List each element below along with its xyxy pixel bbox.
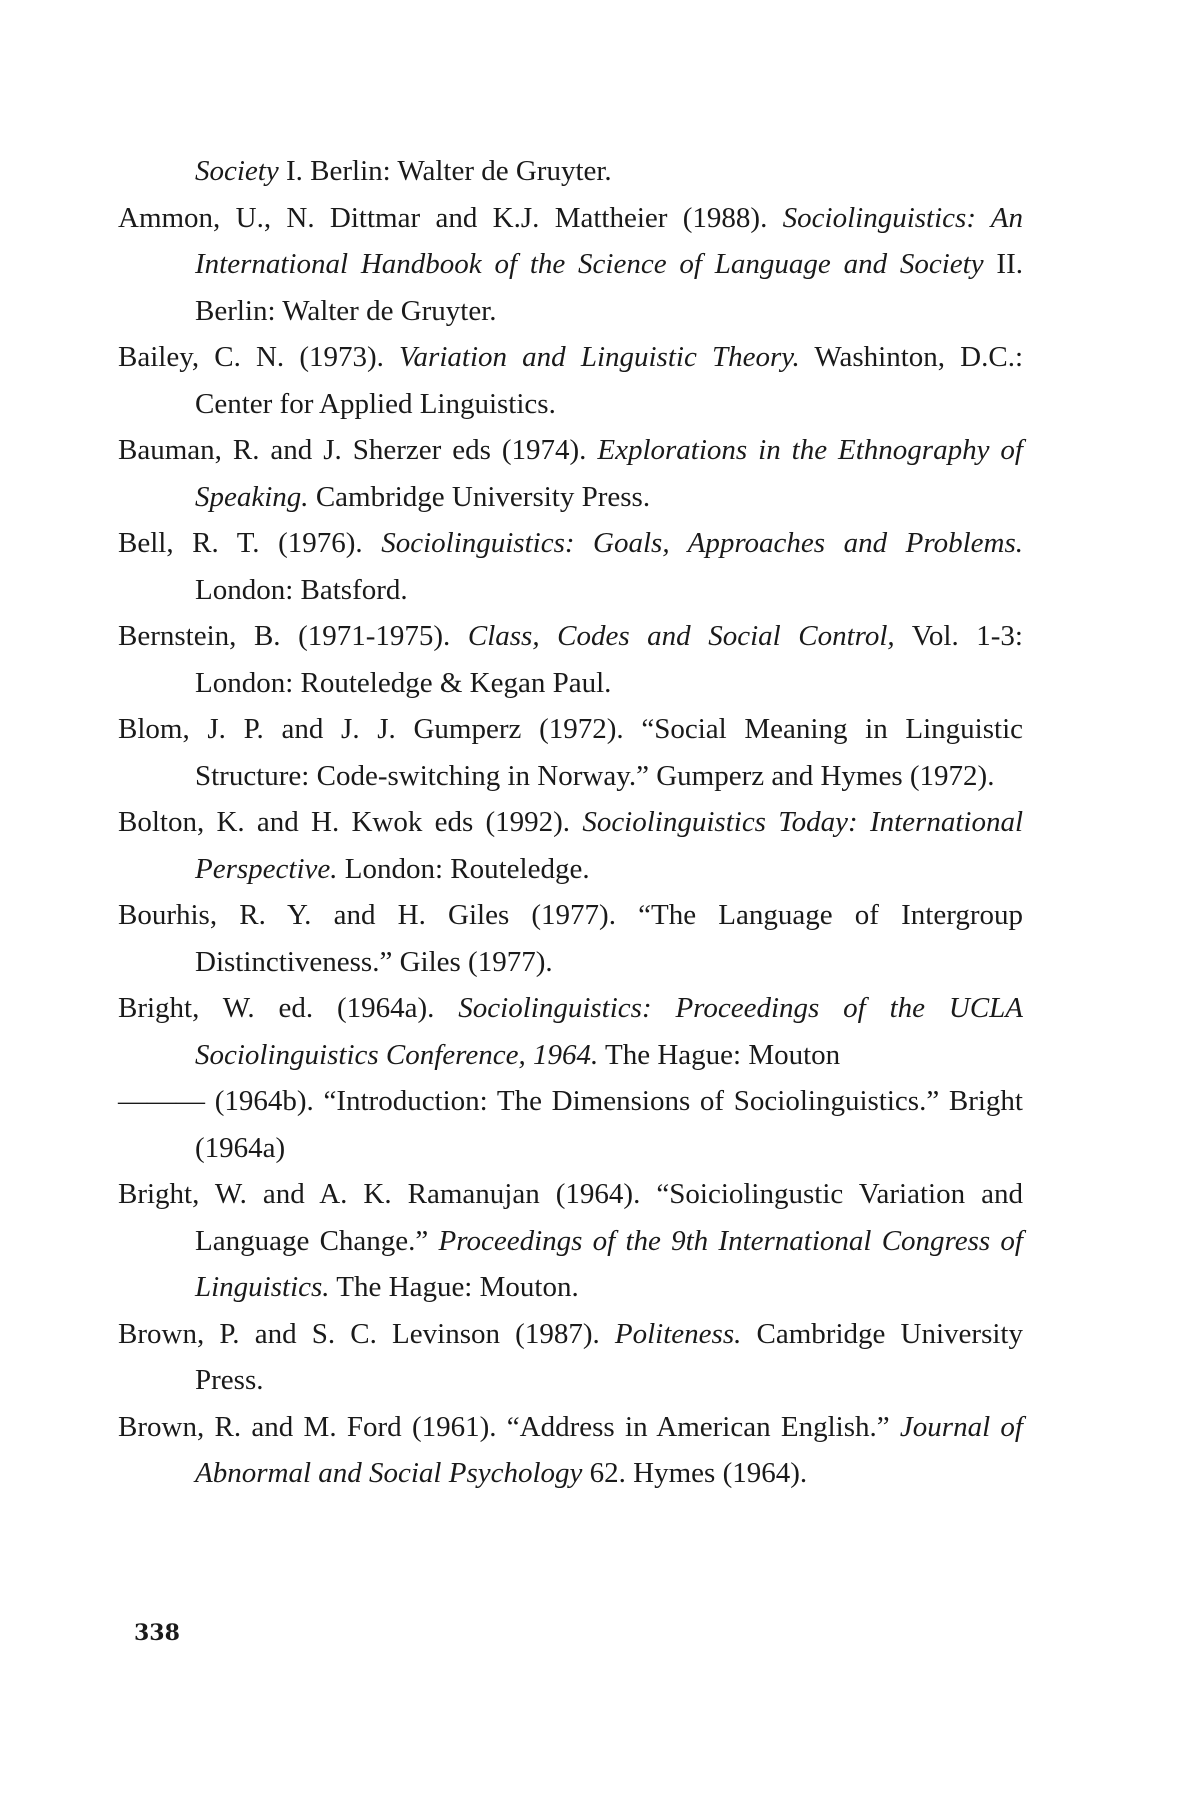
page-number: 338 <box>134 1620 180 1646</box>
reference-text: Bernstein, B. (1971-1975). <box>118 620 468 652</box>
reference-title: Society <box>195 155 279 187</box>
reference-title: Journal of Abnormal and Social Psychology <box>195 1410 1023 1489</box>
reference-entry <box>118 1171 1023 1311</box>
reference-text: II. Berlin: Walter de Gruyter. <box>195 248 1023 327</box>
reference-entry <box>118 520 1023 613</box>
reference-text: Cambridge University Press. <box>195 1317 1023 1396</box>
reference-text: Ammon, U., N. Dittmar and K.J. Mattheier (1988). <box>118 201 783 234</box>
reference-text: I. Berlin: Walter de Gruyter. <box>278 155 612 187</box>
reference-text: Bell, R. T. (1976). <box>118 527 382 559</box>
reference-title: Variation and Linguistic Theory. <box>399 341 800 373</box>
reference-text: Vol. 1-3: London: Routeledge & Kegan Paul. <box>195 620 1023 699</box>
reference-entry <box>118 892 1023 985</box>
reference-title: Politeness. <box>614 1317 742 1350</box>
reference-text: Bourhis, R. Y. and H. Giles (1977). “The Language of Intergroup Distinctiveness.” Giles (1977). <box>118 899 1023 978</box>
reference-text: Bright, W. and A. K. Ramanujan (1964). “Soiciolingustic Variation and Language Change.” <box>118 1178 1023 1257</box>
reference-text: The Hague: Mouton <box>598 1038 841 1071</box>
reference-entry <box>118 334 1023 427</box>
reference-title: Class, Codes and Social Control, <box>467 620 895 652</box>
reference-entry <box>118 427 1023 520</box>
reference-title: Sociolinguistics Today: International Perspective. <box>195 806 1024 885</box>
reference-title: Sociolinguistics: Goals, Approaches and Problems. <box>381 527 1023 559</box>
reference-entry <box>118 1311 1023 1404</box>
reference-entry <box>118 148 1023 195</box>
reference-text: London: Routeledge. <box>337 852 590 885</box>
reference-text: London: Batsford. <box>195 573 408 606</box>
reference-entry <box>118 1404 1023 1497</box>
reference-title: Proceedings of the 9th International Congress of Linguistics. <box>195 1224 1023 1303</box>
reference-entry <box>118 706 1023 799</box>
reference-text: Bauman, R. and J. Sherzer eds (1974). <box>118 434 598 466</box>
reference-text: Brown, P. and S. C. Levinson (1987). <box>118 1317 615 1350</box>
reference-entry <box>118 195 1023 335</box>
reference-text: Bolton, K. and H. Kwok eds (1992). <box>118 806 583 838</box>
reference-title: Sociolinguistics: Proceedings of the UCLA Sociolinguistics Conference, 1964. <box>195 992 1024 1071</box>
reference-title: Explorations in the Ethnography of Speaking. <box>195 434 1023 513</box>
reference-entry <box>118 1078 1023 1171</box>
reference-text: Bright, W. ed. (1964a). <box>118 992 459 1024</box>
reference-entry <box>118 613 1023 706</box>
reference-text: 62. Hymes (1964). <box>582 1457 808 1489</box>
reference-text: The Hague: Mouton. <box>329 1271 579 1303</box>
reference-text: Bailey, C. N. (1973). <box>118 341 400 373</box>
reference-title: Sociolinguistics: An International Handbook of the Science of Language and Society <box>195 201 1023 280</box>
reference-text: Washinton, D.C.: Center for Applied Linguistics. <box>195 341 1023 420</box>
reference-list <box>118 148 1023 1497</box>
reference-entry <box>118 985 1023 1078</box>
reference-text: Cambridge University Press. <box>308 480 651 513</box>
reference-entry <box>118 799 1023 892</box>
reference-text: Brown, R. and M. Ford (1961). “Address in American English.” <box>118 1410 900 1443</box>
reference-text: ——— (1964b). “Introduction: The Dimensions of Sociolinguistics.” Bright (1964a) <box>118 1085 1023 1164</box>
reference-text: Blom, J. P. and J. J. Gumperz (1972). “Social Meaning in Linguistic Structure: Code-switching in Norway.” Gumperz and Hymes (1972). <box>118 713 1023 792</box>
